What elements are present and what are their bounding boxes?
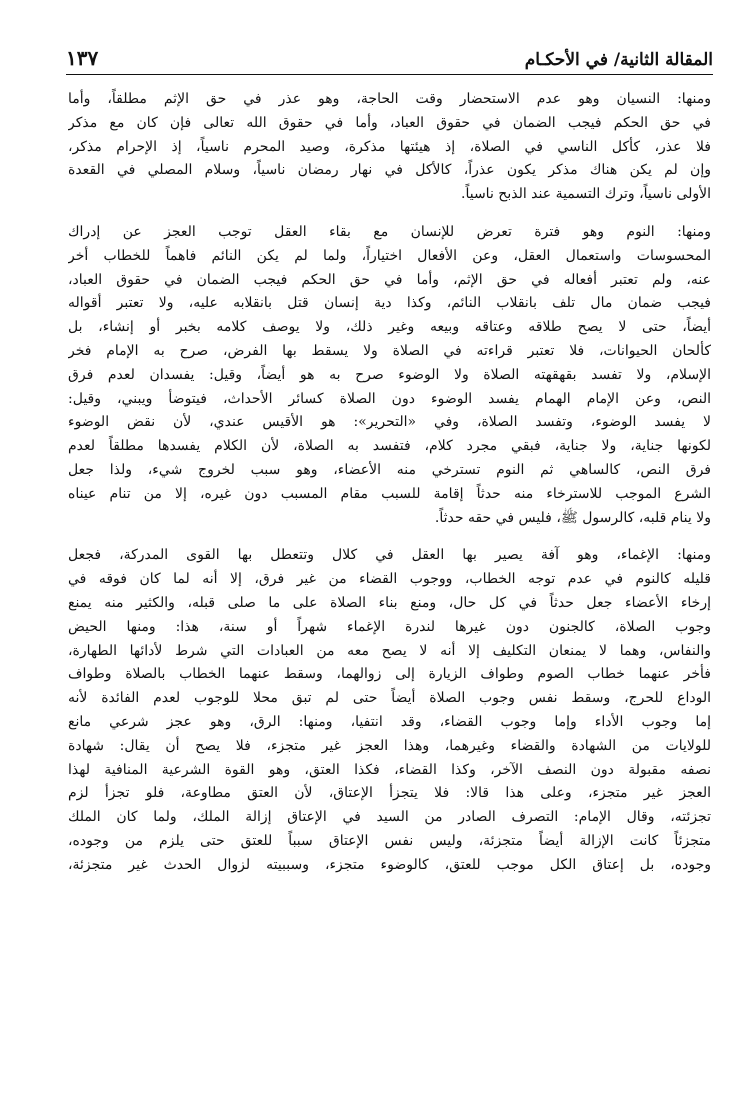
text-line: قليله كالنوم في عدم توجه الخطاب، ووجوب القضاء من غير فرق، إلا أنه لما كان فوقه في — [68, 571, 711, 588]
text-line: فلا عذر، كأكل الناسي في الصلاة، إذ هيئتها مذكرة، وصيد المحرم ناسياً، إذ الإحرام مذكر، — [68, 138, 711, 155]
text-line: عنه، ولم تعتبر أفعاله في حق الإثم، وأما في حق الحكم فيجب الضمان في حقوق العباد، — [68, 271, 711, 288]
text-line: أيضاً، حتى لا يصح طلاقه وعتاقه وبيعه وغير ذلك، ولا يوصف كلامه بخبر أو إنشاء، بل — [68, 319, 711, 336]
text-line: في حق الحكم فيجب الضمان في حقوق العباد، وأما في حقوق الله تعالى فإن كان مع مذكر — [68, 114, 711, 131]
paragraph-gap — [68, 530, 711, 544]
paragraph — [68, 221, 711, 530]
text-line: العجز غير متجزء، وعلى هذا قالا: فلا يتجزأ الإعتاق، لأن العتق مطاوعة، فلو تجزأ لزم — [68, 785, 711, 802]
text-line: والنفاس، وهما لا يمنعان التكليف إلا أنه لا يصح معه من العبادات التي شرط لأدائها الطهارة، — [68, 642, 711, 659]
paragraph — [68, 544, 711, 877]
text-line: وجوب الصلاة، كالجنون دون غيرها لندرة الإغماء شهراً أو سنة، هذا: ومنها الحيض — [68, 618, 711, 635]
header-rule — [66, 74, 713, 75]
text-line: الشرع الموجب للاسترخاء منه حدثاً إقامة للسبب مقام المسبب دون غيره، إلا من تنام عيناه — [68, 485, 711, 502]
text-line: نصفه مقبولة دون النصف الآخر، وكذا القضاء، فكذا العتق، وهو القوة الشرعية المنافية لهذا — [68, 761, 711, 778]
text-line: لا يفسد الوضوء، وتفسد الصلاة، وفي «التحرير»: هو الأقيس عندي، لأن نقض الوضوء — [68, 414, 711, 431]
text-line: المحسوسات واستعمال العقل، وعن الأفعال اختياراً، ولما لم يكن النائم فاهماً للخطاب أخر — [68, 247, 711, 264]
paragraph — [68, 88, 711, 207]
text-line: إما وجوب الأداء وإما وجوب القضاء، وقد انتفيا، ومنها: الرق، وهو عجز شرعي مانع — [68, 713, 711, 730]
text-line: الوداع للحرج، وسقط نفس وجوب الصلاة أيضاً حتى لم تبق محلا للوجوب لعدم الفائدة لأنه — [68, 690, 711, 707]
text-line: للولايات من الشهادة والقضاء وغيرهما، وهذا العجز غير متجزء، فلا يصح أن يقال: شهادة — [68, 737, 711, 754]
text-line: كألحان الحيوانات، فلا تعتبر قراءته في الصلاة ولا يسقط بها الفرض، صرح به الإمام فخر — [68, 342, 711, 359]
page-number: ١٣٧ — [66, 46, 99, 70]
text-line: إرخاء الأعضاء جعل حدثاً في كل حال، ومنع بناء الصلاة على ما صلى قبله، والكثير منه يمنع — [68, 594, 711, 611]
text-line: الإسلام، ولا تفسد بقهقهته الصلاة ولا الوضوء صرح به هو أيضاً، وقيل: يفسدان لعدم فرق — [68, 366, 711, 383]
text-line: وإن لم يكن هناك مذكر يكون عذراً، كالأكل في نهار رمضان ناسياً، وسلام المصلي في القعدة — [68, 162, 711, 179]
text-line: لكونها جناية، ولا جناية، فبقي مجرد كلام، فتفسد به الصلاة، لأن الكلام يفسدها مطلقاً لعدم — [68, 438, 711, 455]
text-line: ولا ينام قلبه، كالرسول ﷺ، فليس في حقه حدثاً. — [434, 509, 711, 526]
text-line: ومنها: الإغماء، وهو آفة يصير بها العقل في كلال وتتعطل بها القوى المدركة، فجعل — [68, 547, 711, 564]
text-line: متجزئاً كانت الإزالة أيضاً متجزئة، وليس نفس الإعتاق سبباً للعتق حتى يلزم من وجوده، — [68, 832, 711, 849]
text-line: وجوده، بل إعتاق الكل موجب للعتق، كالوضوء متجزء، وسببيته لزوال الحدث غير متجزئة، — [68, 856, 711, 873]
text-line: فيجب ضمان مال تلف بانقلاب النائم، وكذا دية إنسان قتل بانقلابه عليه، ولا تعتبر أقواله — [68, 295, 711, 312]
text-line: ومنها: النسيان وهو عدم الاستحضار وقت الحاجة، وهو عذر في حق الإثم مطلقاً، وأما — [68, 91, 711, 107]
text-line: الأولى ناسياً، وترك التسمية عند الذبح ناسياً. — [461, 186, 711, 203]
body-text — [68, 88, 711, 878]
text-line: فرق النص، كالساهي ثم النوم تسترخي منه الأعضاء، وهو سبب لخروج شيء، ولذا جعل — [68, 461, 711, 478]
text-line: فأخر عنهما خطاب الصوم وطواف الزيارة إلى زوالهما، وسقط عنهما الخطاب بالصلاة وطواف — [68, 666, 711, 683]
running-title: المقالة الثانية/ في الأحكـام — [524, 50, 713, 70]
text-line: النص، وعن الإمام الهمام يفسد الوضوء دون الصلاة كسائر الأحداث، فيتوضأ ويبني، وقيل: — [68, 390, 711, 407]
text-line: تجزئته، وقال الإمام: التصرف الصادر من السيد في الإعتاق إزالة الملك، ولما كان الملك — [68, 809, 711, 826]
paragraph-gap — [68, 207, 711, 221]
text-line: ومنها: النوم وهو فترة تعرض للإنسان مع بقاء العقل توجب العجز عن إدراك — [68, 223, 711, 240]
page-header — [66, 36, 713, 70]
